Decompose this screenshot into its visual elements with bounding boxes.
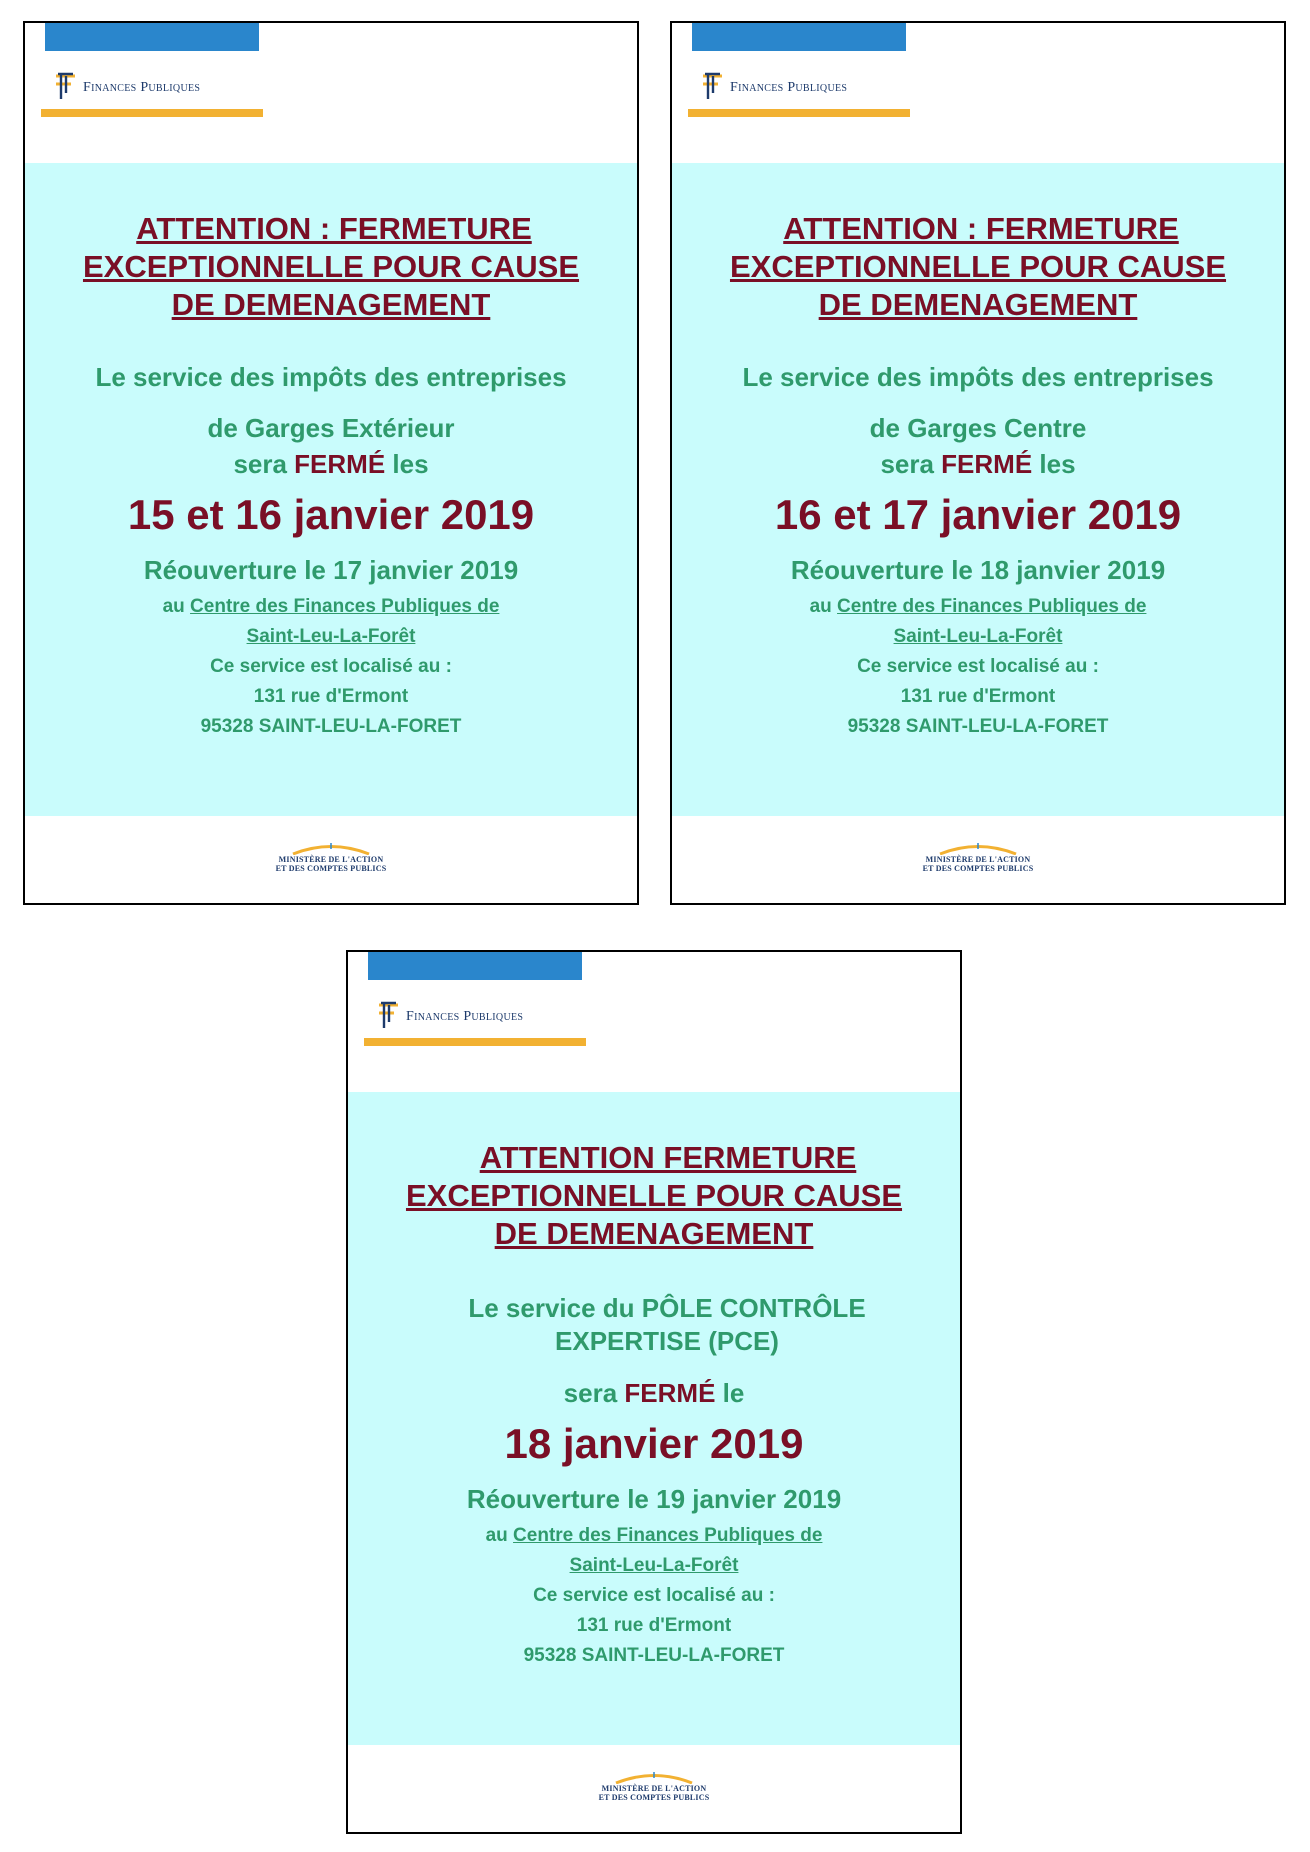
notice-panel xyxy=(672,163,1284,816)
service-line: de Garges Centre xyxy=(869,413,1087,443)
centre-name: Centre des Finances Publiques de xyxy=(837,596,1147,617)
service-description xyxy=(348,1292,960,1358)
ministry-arc-icon xyxy=(291,841,371,855)
les-text: les xyxy=(392,449,429,479)
ministry-line: ET DES COMPTES PUBLICS xyxy=(275,864,387,873)
closed-line xyxy=(672,449,1284,480)
closure-dates: 16 et 17 janvier 2019 xyxy=(774,491,1182,538)
reopening-date: Réouverture le 18 janvier 2019 xyxy=(790,555,1166,585)
service-description xyxy=(25,352,637,454)
title-line: EXCEPTIONNELLE POUR CAUSE xyxy=(729,249,1227,284)
street-address: 131 rue d'Ermont xyxy=(900,686,1056,707)
centre-name: Centre des Finances Publiques de xyxy=(190,596,500,617)
closed-line xyxy=(25,449,637,480)
ferme-text: FERMÉ xyxy=(624,1378,716,1408)
les-text: les xyxy=(1039,449,1076,479)
title-line: EXCEPTIONNELLE POUR CAUSE xyxy=(405,1178,903,1213)
au-text: au xyxy=(809,596,832,617)
ministry-arc-icon xyxy=(938,841,1018,855)
title-line: ATTENTION FERMETURE xyxy=(479,1140,857,1175)
closed-line xyxy=(348,1378,960,1409)
street-address: 131 rue d'Ermont xyxy=(576,1615,732,1636)
title-line: ATTENTION : FERMETURE xyxy=(136,211,532,246)
les-text: le xyxy=(722,1378,745,1408)
address-block xyxy=(348,1521,960,1671)
closure-poster xyxy=(23,21,639,905)
notice-title xyxy=(672,210,1284,324)
ministry-arc-icon xyxy=(614,1770,694,1784)
ferme-text: FERMÉ xyxy=(941,449,1033,479)
orange-bar xyxy=(41,109,263,117)
ministry-logo xyxy=(348,1770,960,1802)
postal-address: 95328 SAINT-LEU-LA-FORET xyxy=(200,716,462,737)
title-line: ATTENTION : FERMETURE xyxy=(783,211,1179,246)
blue-band xyxy=(692,23,906,51)
ministry-line: ET DES COMPTES PUBLICS xyxy=(922,864,1034,873)
notice-panel xyxy=(348,1092,960,1745)
title-line: DE DEMENAGEMENT xyxy=(818,287,1138,322)
sera-text: sera xyxy=(880,449,934,479)
ministry-logo xyxy=(25,841,637,873)
orange-bar xyxy=(364,1038,586,1046)
blue-band xyxy=(45,23,259,51)
postal-address: 95328 SAINT-LEU-LA-FORET xyxy=(523,1645,785,1666)
finances-publiques-logo xyxy=(53,71,200,101)
location-label: Ce service est localisé au : xyxy=(533,1585,775,1606)
centre-city: Saint-Leu-La-Forêt xyxy=(893,626,1063,647)
ministry-line: MINISTÈRE DE L'ACTION xyxy=(278,855,384,864)
closure-dates: 15 et 16 janvier 2019 xyxy=(127,491,535,538)
au-text: au xyxy=(485,1525,508,1546)
logo-text: Finances Publiques xyxy=(730,80,848,95)
address-block xyxy=(25,592,637,742)
title-line: EXCEPTIONNELLE POUR CAUSE xyxy=(82,249,580,284)
centre-city: Saint-Leu-La-Forêt xyxy=(569,1555,739,1576)
finances-publiques-logo xyxy=(700,71,847,101)
sera-text: sera xyxy=(233,449,287,479)
ferme-text: FERMÉ xyxy=(294,449,386,479)
location-label: Ce service est localisé au : xyxy=(857,656,1099,677)
centre-name: Centre des Finances Publiques de xyxy=(513,1525,823,1546)
closure-poster xyxy=(670,21,1286,905)
service-description xyxy=(672,352,1284,454)
logo-text: Finances Publiques xyxy=(406,1009,524,1024)
fp-monogram-icon xyxy=(53,71,79,101)
finances-publiques-logo xyxy=(376,1000,523,1030)
street-address: 131 rue d'Ermont xyxy=(253,686,409,707)
notice-title xyxy=(348,1139,960,1253)
sera-text: sera xyxy=(563,1378,618,1408)
service-line: de Garges Extérieur xyxy=(207,413,455,443)
ministry-logo xyxy=(672,841,1284,873)
orange-bar xyxy=(688,109,910,117)
service-line: EXPERTISE (PCE) xyxy=(555,1326,779,1356)
notice-panel xyxy=(25,163,637,816)
centre-city: Saint-Leu-La-Forêt xyxy=(246,626,416,647)
service-line: Le service du PÔLE CONTRÔLE xyxy=(468,1293,866,1323)
service-line: Le service des impôts des entreprises xyxy=(95,362,567,392)
logo-text: Finances Publiques xyxy=(83,80,201,95)
reopening-date: Réouverture le 19 janvier 2019 xyxy=(466,1484,842,1514)
notice-title xyxy=(25,210,637,324)
fp-monogram-icon xyxy=(376,1000,402,1030)
closure-poster xyxy=(346,950,962,1834)
ministry-line: MINISTÈRE DE L'ACTION xyxy=(601,1784,707,1793)
location-label: Ce service est localisé au : xyxy=(210,656,452,677)
blue-band xyxy=(368,952,582,980)
title-line: DE DEMENAGEMENT xyxy=(494,1216,814,1251)
fp-monogram-icon xyxy=(700,71,726,101)
postal-address: 95328 SAINT-LEU-LA-FORET xyxy=(847,716,1109,737)
au-text: au xyxy=(162,596,185,617)
service-line: Le service des impôts des entreprises xyxy=(742,362,1214,392)
ministry-line: ET DES COMPTES PUBLICS xyxy=(598,1793,710,1802)
ministry-line: MINISTÈRE DE L'ACTION xyxy=(925,855,1031,864)
reopening-date: Réouverture le 17 janvier 2019 xyxy=(143,555,519,585)
title-line: DE DEMENAGEMENT xyxy=(171,287,491,322)
closure-dates: 18 janvier 2019 xyxy=(504,1420,804,1467)
address-block xyxy=(672,592,1284,742)
